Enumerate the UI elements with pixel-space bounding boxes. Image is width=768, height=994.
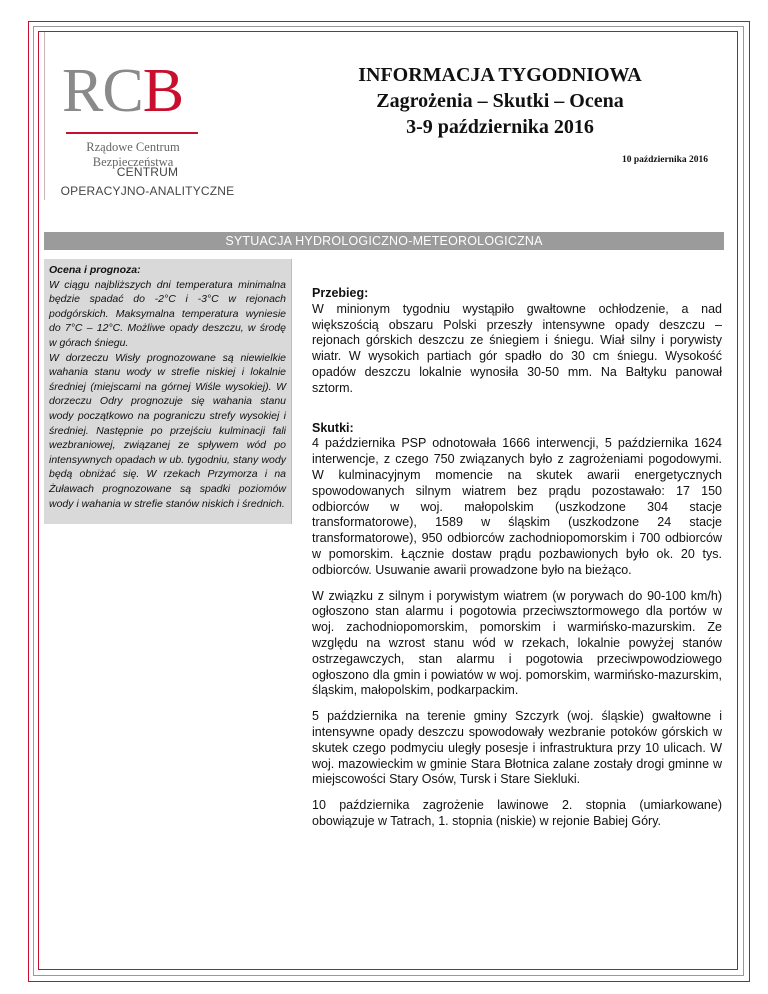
logo-mark	[62, 57, 222, 126]
document-subtitle: Zagrożenia – Skutki – Ocena	[376, 90, 624, 112]
forecast-heading: Ocena i prognoza:	[49, 264, 141, 276]
document-title-block	[300, 62, 700, 140]
document-period: 3-9 października 2016	[406, 116, 594, 138]
forecast-paragraph-1: W ciągu najbliższych dni temperatura minimalna będzie spadać do -2°C i -3°C w rejonach podgórskich. Maksymalna temperatura wyniesie do 7°C – 12°C. Możliwe opady deszczu, w środę w górach śniegu.	[49, 278, 286, 349]
course-section	[312, 286, 722, 397]
effects-paragraph-1: 4 października PSP odnotowała 1666 interwencji, 5 października 1624 interwencje, z czego 750 związanych było z zagrożeniami pogodowymi. W kulminacyjnym momencie na skutek awarii energetycznych spowodowanych silnym wiatrem bez prądu pozostawało: 17 150 odbiorców w woj. małopolskim (uszkodzone 304 stacje transformatorowe), 1589 w śląskim (uszkodzone 24 stacje transformatorowe), 950 odbiorców zachodniopomorskim i 700 odbiorców w pomorskim. Łącznie dostaw prądu pozbawionych było ok. 20 tys. odbiorców. Usuwanie awarii prowadzone było na bieżąco.	[312, 436, 722, 577]
spacer	[312, 407, 722, 421]
effects-paragraph-3: 5 października na terenie gminy Szczyrk (woj. śląskie) gwałtowne i intensywne opady deszczu spowodowały wezbranie potoków górskich w skutek czego podmyciu uległy posesje i infrastruktura przy 10 ulicach. W woj. mazowieckim w gminie Stara Błotnica zalane zostały drogi gminne w miejscowości Stary Osów, Tursk i Stare Siekluki.	[312, 709, 722, 787]
effects-paragraph-4: 10 października zagrożenie lawinowe 2. stopnia (umiarkowane) obowiązuje w Tatrach, 1. stopnia (niskie) w rejonie Babiej Góry.	[312, 798, 722, 828]
forecast-paragraph-2: W dorzeczu Wisły prognozowane są niewielkie wahania stanu wody w strefie niskiej i lokalnie średniej (miejscami na górnej Wiśle wysokiej). W dorzeczu Odry prognozuje się wahania stanu wody początkowo na pograniczu strefy wysokiej i średniej. Następnie po przejściu kulminacji fali wezbraniowej, związanej ze spływem wód po intensywnych opadach w ub. tygodniu, stany wody będą obniżać się. W rzekach Przymorza i na Żuławach prognozowane są spadki poziomów wody i wahania w strefie stanów niskich i średnich.	[49, 351, 286, 510]
section-title-bar: SYTUACJA HYDROLOGICZNO-METEOROLOGICZNA	[44, 232, 724, 250]
logo-mark-gray: RC	[62, 57, 143, 125]
course-text: W minionym tygodniu wystąpiło gwałtowne ochłodzenie, a nad większością obszaru Polski przeszły intensywne opady deszczu – rejonach górskich deszczu ze śniegiem i śniegu. Wiał silny i porywisty wiatr. W wysokich partiach gór spadło do 30 cm śniegu. Wysokość opadów deszczu lokalnie wynosiła 30-50 mm. Na Bałtyku panował sztorm.	[312, 301, 722, 395]
unit-line2: OPERACYJNO-ANALITYCZNE	[60, 184, 235, 198]
main-content	[312, 286, 722, 840]
document-title: INFORMACJA TYGODNIOWA	[358, 64, 642, 86]
course-heading: Przebieg:	[312, 286, 369, 300]
logo-subtitle-line2: Bezpieczeństwa	[92, 155, 174, 169]
effects-heading: Skutki:	[312, 420, 354, 435]
logo-subtitle-line1: Rządowe Centrum	[86, 140, 180, 154]
rcb-logo	[62, 57, 222, 170]
unit-line1: CENTRUM	[116, 165, 179, 179]
forecast-box	[44, 259, 292, 524]
logo-mark-red: B	[142, 57, 184, 125]
effects-paragraph-2: W związku z silnym i porywistym wiatrem (w porywach do 90-100 km/h) ogłoszono stan alarmu i pogotowia przeciwsztormowego dla portów w woj. zachodniopomorskim, pomorskim i warmińsko-mazurskim. Ze względu na wzrost stanu wód w rzekach, lokalnie powyżej stanów ostrzegawczych, stan alarmu i pogotowia przeciwpowodziowego ogłoszono dla gmin i powiatów w woj. pomorskim, warmińsko-mazurskim, śląskim, małopolskim, podkarpackim.	[312, 588, 722, 698]
issue-date: 10 października 2016	[621, 155, 708, 165]
organizational-unit	[40, 163, 255, 201]
effects-section	[312, 421, 722, 579]
logo-underline	[66, 132, 198, 134]
